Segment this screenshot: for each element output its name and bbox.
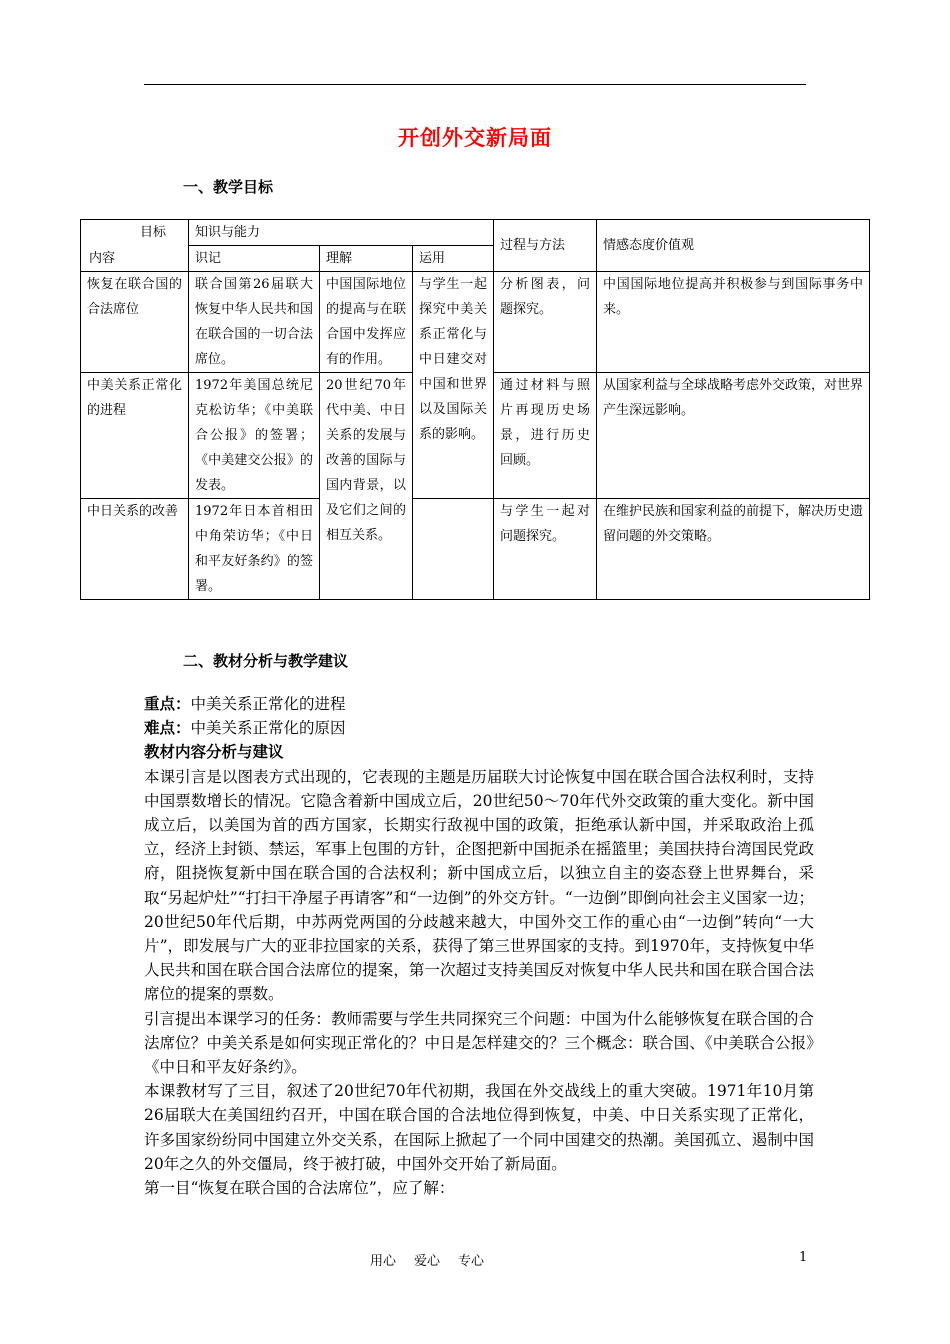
paragraph: 本课教材写了三目，叙述了20世纪70年代初期，我国在外交战线上的重大突破。1971年10月第26届联大在美国纽约召开，中国在联合国的合法地位得到恢复，中美、中日关系实现了正常化，许多国家纷纷同中国建立外交关系，在国际上掀起了一个同中国建交的热潮。美国孤立、遏制中国20年之久的外交僵局，终于被打破，中国外交开始了新局面。	[144, 1082, 814, 1173]
footer-motto	[370, 1250, 502, 1269]
row-emotion: 在维护民族和国家利益的前提下，解决历史遗留问题的外交策略。	[597, 499, 870, 600]
analysis-body	[144, 692, 814, 1200]
header-understand: 理解	[320, 246, 413, 272]
header-apply: 运用	[413, 246, 494, 272]
paragraph: 本课引言是以图表方式出现的，它表现的主题是历届联大讨论恢复中国在联合国合法权利时，支持中国票数增长的情况。它隐含着新中国成立后，20世纪50～70年代外交政策的重大变化。新中国成立后，以美国为首的西方国家，长期实行敌视中国的政策，拒绝承认新中国，并采取政治上孤立，经济上封锁、禁运，军事上包围的方针，企图把新中国扼杀在摇篮里；美国扶持台湾国民党政府，阻挠恢复新中国在联合国的合法权利；新中国成立后，以独立自主的姿态登上世界舞台，采取“另起炉灶”“打扫干净屋子再请客”和“一边倒”的外交方针。“一边倒”即倒向社会主义国家一边；20世纪50年代后期，中苏两党两国的分歧越来越大，中国外交工作的重心由“一边倒”转向“一大片”，即发展与广大的亚非拉国家的关系，获得了第三世界国家的支持。到1970年，支持恢复中华人民共和国在联合国合法席位的提案，第一次超过支持美国反对恢复中华人民共和国在联合国合法席位的提案的票数。	[144, 767, 814, 1004]
row-emotion: 从国家利益与全球战略考虑外交政策，对世界产生深远影响。	[597, 373, 870, 499]
difficulty-label: 难点：	[144, 718, 191, 738]
header-knowledge: 知识与能力	[189, 220, 494, 246]
table-row	[81, 499, 870, 600]
section-heading-analysis: 二、教材分析与教学建议	[183, 652, 349, 670]
header-process: 过程与方法	[494, 220, 597, 272]
row-process: 分析图表，问题探究。	[494, 272, 597, 373]
row-understand: 中国国际地位的提高与在联合国中发挥应有的作用。	[320, 272, 413, 373]
header-emotion: 情感态度价值观	[597, 220, 870, 272]
row-content: 恢复在联合国的合法席位	[81, 272, 189, 373]
row-recall: 1972年美国总统尼克松访华；《中美联合公报》的签署；《中美建交公报》的发表。	[189, 373, 320, 499]
row-apply-empty	[413, 499, 494, 600]
footer-word: 爱心	[414, 1254, 441, 1269]
row-process: 通过材料与照片再现历史场景，进行历史回顾。	[494, 373, 597, 499]
header-recall: 识记	[189, 246, 320, 272]
page-number: 1	[799, 1250, 808, 1265]
key-label: 重点：	[144, 694, 191, 713]
row-emotion: 中国国际地位提高并积极参与到国际事务中来。	[597, 272, 870, 373]
page-title: 开创外交新局面	[398, 125, 552, 150]
paragraph: 引言提出本课学习的任务：教师需要与学生共同探究三个问题：中国为什么能够恢复在联合国的合法席位？中美关系是如何实现正常化的？中日是怎样建交的？三个概念：联合国、《中美联合公报》《中日和平友好条约》。	[144, 1009, 814, 1077]
row-content: 中美关系正常化的进程	[81, 373, 189, 499]
row-process: 与学生一起对问题探究。	[494, 499, 597, 600]
row-apply-shared: 与学生一起探究中美关系正常化与中日建交对中国和世界以及国际关系的影响。	[413, 272, 494, 499]
header-rule	[144, 84, 806, 85]
header-content: 内容	[89, 251, 116, 266]
header-target: 目标	[139, 225, 166, 240]
footer-word: 用心	[370, 1254, 397, 1269]
paragraph: 第一目“恢复在联合国的合法席位”，应了解：	[144, 1179, 455, 1198]
table-header-corner	[81, 220, 189, 272]
difficulty-text: 中美关系正常化的原因	[190, 719, 346, 738]
teaching-goals-table	[80, 219, 870, 600]
row-recall: 1972年日本首相田中角荣访华；《中日和平友好条约》的签署。	[189, 499, 320, 600]
key-text: 中美关系正常化的进程	[190, 695, 346, 713]
row-recall: 联合国第26届联大恢复中华人民共和国在联合国的一切合法席位。	[189, 272, 320, 373]
row-understand: 20世纪70年代中美、中日关系的发展与改善的国际与国内背景，以及它们之间的相互关系。	[320, 373, 413, 600]
footer-word: 专心	[458, 1254, 485, 1269]
table-row	[81, 272, 870, 373]
analysis-heading: 教材内容分析与建议	[144, 742, 284, 762]
difficulty-point	[144, 716, 814, 740]
row-content: 中日关系的改善	[81, 499, 189, 600]
key-point	[144, 692, 814, 716]
section-heading-teaching-goals: 一、教学目标	[183, 178, 274, 196]
